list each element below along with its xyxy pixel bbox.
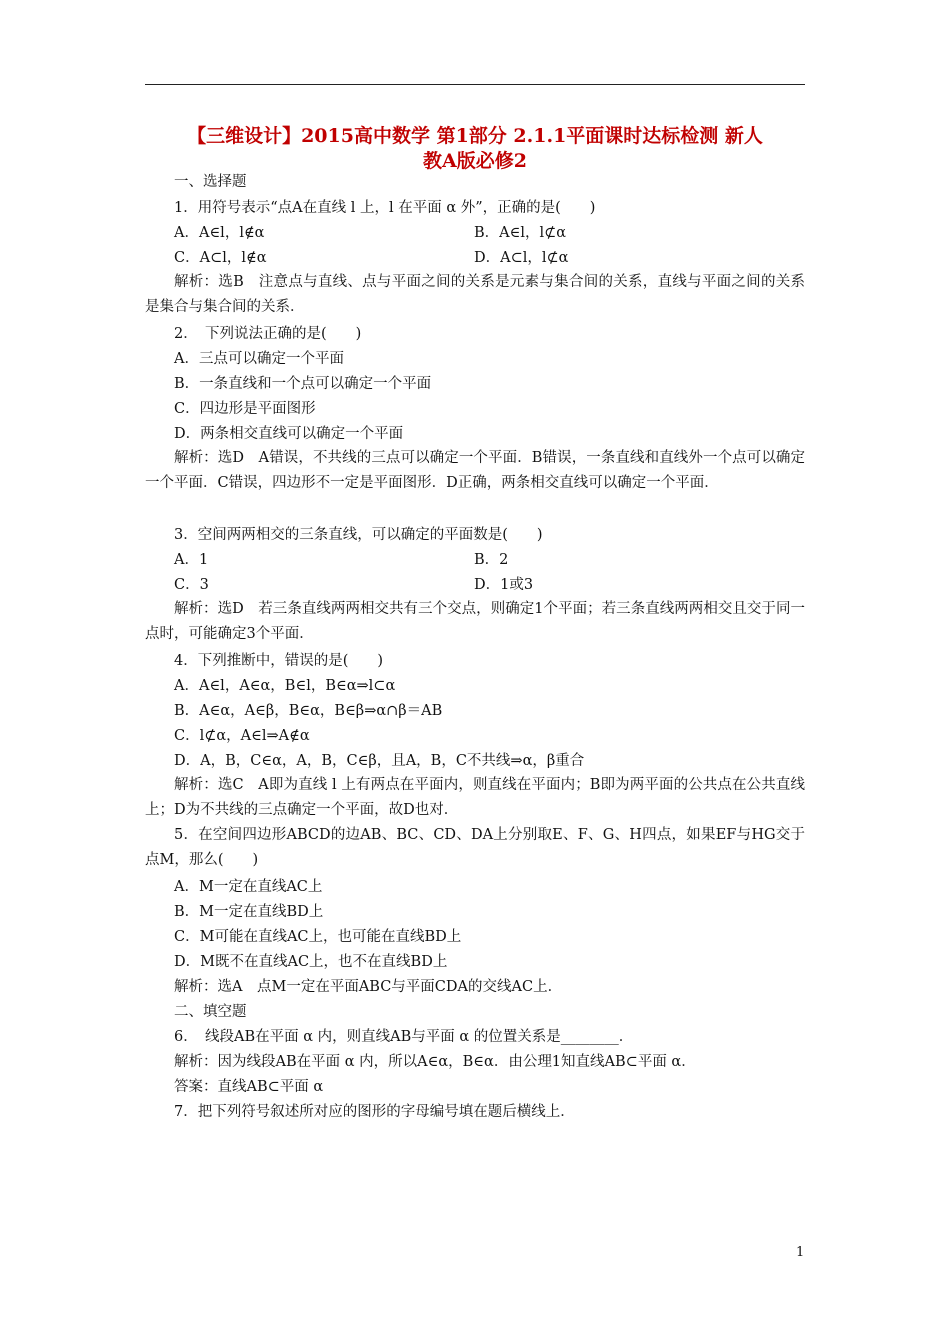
q6-stem: 6． 线段AB在平面 α 内，则直线AB与平面 α 的位置关系是________． xyxy=(174,1029,634,1045)
q3-option-c: C．3 xyxy=(174,577,209,593)
q5-option-c: C．M可能在直线AC上，也可能在直线BD上 xyxy=(174,929,462,945)
q4-option-a: A．A∈l，A∈α，B∈l，B∈α⇒l⊂α xyxy=(174,678,396,694)
q1-option-a: A．A∈l，l∉α xyxy=(174,225,265,241)
q7-stem: 7．把下列符号叙述所对应的图形的字母编号填在题后横线上． xyxy=(174,1104,575,1120)
q4-option-d: D．A，B，C∈α，A，B，C∈β，且A，B，C不共线⇒α，β重合 xyxy=(174,753,585,769)
section-choice-heading: 一、选择题 xyxy=(174,174,247,190)
page-number: 1 xyxy=(796,1245,805,1260)
q2-option-d: D．两条相交直线可以确定一个平面 xyxy=(174,426,404,442)
q1-option-c: C．A⊂l，l∉α xyxy=(174,250,267,266)
section-fill-heading: 二、填空题 xyxy=(174,1004,247,1020)
q6-answer: 答案：直线AB⊂平面 α xyxy=(174,1079,324,1095)
q6-analysis: 解析：因为线段AB在平面 α 内，所以A∈α，B∈α．由公理1知直线AB⊂平面 α． xyxy=(174,1054,696,1070)
q3-option-d: D．1或3 xyxy=(474,577,534,593)
q3-option-b: B．2 xyxy=(474,552,509,568)
q4-option-b: B．A∈α，A∈β，B∈α，B∈β⇒α∩β＝AB xyxy=(174,703,443,719)
q3-option-a: A．1 xyxy=(174,552,209,568)
header-rule xyxy=(145,84,805,85)
q1-option-b: B．A∈l，l⊄α xyxy=(474,225,567,241)
q1-analysis: 解析：选B 注意点与直线、点与平面之间的关系是元素与集合间的关系，直线与平面之间的关系是集合与集合间的关系． xyxy=(145,274,805,315)
q2-option-a: A．三点可以确定一个平面 xyxy=(174,351,344,367)
q3-analysis: 解析：选D 若三条直线两两相交共有三个交点，则确定1个平面；若三条直线两两相交且交于同一点时，可能确定3个平面． xyxy=(145,601,805,642)
q5-option-b: B．M一定在直线BD上 xyxy=(174,904,324,920)
q1-stem: 1．用符号表示“点A在直线 l 上，l 在平面 α 外”，正确的是( ) xyxy=(174,200,596,216)
q1-option-d: D．A⊂l，l⊄α xyxy=(474,250,569,266)
title-line-2: 教A版必修2 xyxy=(423,150,527,172)
q5-analysis: 解析：选A 点M一定在平面ABC与平面CDA的交线AC上． xyxy=(174,979,563,995)
q2-stem: 2． 下列说法正确的是( ) xyxy=(174,326,362,342)
q2-option-b: B．一条直线和一个点可以确定一个平面 xyxy=(174,376,432,392)
q2-analysis: 解析：选D A错误，不共线的三点可以确定一个平面．B错误，一条直线和直线外一个点可以确定一个平面．C错误，四边形不一定是平面图形．D正确，两条相交直线可以确定一个平面． xyxy=(145,450,805,491)
q5-option-d: D．M既不在直线AC上，也不在直线BD上 xyxy=(174,954,448,970)
q4-stem: 4．下列推断中，错误的是( ) xyxy=(174,653,384,669)
q5-stem: 5．在空间四边形ABCD的边AB、BC、CD、DA上分别取E、F、G、H四点，如果EF与HG交于点M，那么( ) xyxy=(145,827,805,868)
q3-stem: 3．空间两两相交的三条直线，可以确定的平面数是( ) xyxy=(174,527,543,543)
q4-analysis: 解析：选C A即为直线 l 上有两点在平面内，则直线在平面内；B即为两平面的公共点在公共直线上；D为不共线的三点确定一个平面，故D也对． xyxy=(145,777,805,818)
q5-option-a: A．M一定在直线AC上 xyxy=(174,879,323,895)
title-text-1: 【三维设计】2015高中数学 第1部分 2.1.1平面课时达标检测 新人 xyxy=(187,125,763,147)
q2-option-c: C．四边形是平面图形 xyxy=(174,401,316,417)
q4-option-c: C．l⊄α，A∈l⇒A∉α xyxy=(174,728,310,744)
